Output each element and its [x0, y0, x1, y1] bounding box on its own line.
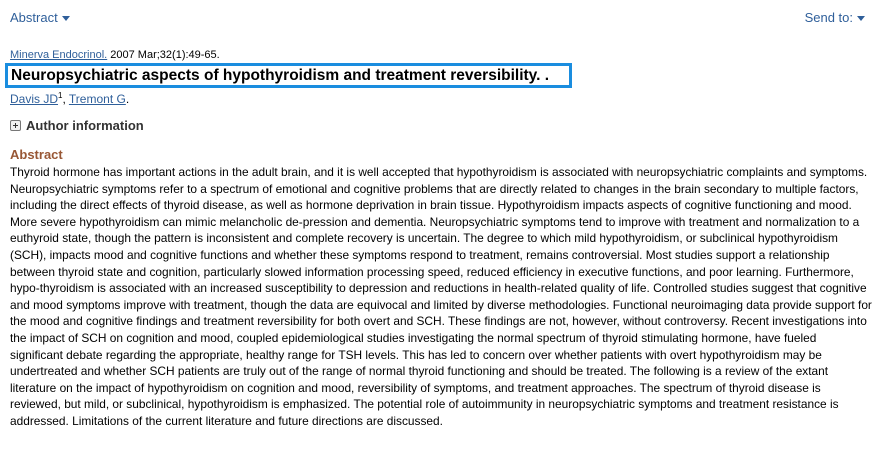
author-information-toggle[interactable]	[10, 118, 144, 133]
send-to-dropdown[interactable]	[805, 10, 865, 25]
affiliation-mark: 1	[58, 91, 63, 100]
citation	[10, 49, 220, 61]
journal-link[interactable]: Minerva Endocrinol.	[10, 49, 108, 61]
format-dropdown-label: Abstract	[10, 10, 58, 25]
abstract-heading: Abstract	[10, 147, 63, 162]
send-to-label: Send to:	[804, 10, 853, 25]
article-title: Neuropsychiatric aspects of hypothyroidism and treatment reversibility. .	[11, 66, 550, 84]
author-link[interactable]: Tremont G	[68, 92, 126, 106]
author-list	[10, 91, 129, 106]
author-separator: ,	[62, 92, 69, 106]
abstract-text: Thyroid hormone has important actions in the adult brain, and it is well accepted that hypothyroidism is associated with neuropsychiatric complaints and symptoms. Neuropsychiatric symptoms refer to a spectrum of emotional and cognitive problems that are directly related to changes in the brain secondary to multiple factors, including the direct effects of thyroid disease, as well as hormone deprivation in brain tissue. Hypothyroidism impacts aspects of cognitive functioning and mood. More severe hypothyroidism can mimic melancholic de-pression and dementia. Neuropsychiatric symptoms tend to improve with treatment and normalization to a euthyroid state, though the pattern is inconsistent and complete recovery is uncertain. The degree to which mild hypothyroidism, or subclinical hypothyroidism (SCH), impacts mood and cognitive functions and whether these symptoms respond to treatment, remains controversial. Most studies support a relationship between thyroid state and cognition, particularly slowed information processing speed, reduced efficiency in executive functions, and poor learning. Furthermore, hypo-thyroidism is associated with an increased susceptibility to depression and reductions in health-related quality of life. Controlled studies suggest that cognitive and mood symptoms improve with treatment, though the data are equivocal and limited by diverse methodologies. Functional neuroimaging data provide support for the mood and cognitive findings and treatment reversibility for both overt and SCH. These findings are not, however, without controversy. Recent investigations into the impact of SCH on cognition and mood, coupled epidemiological studies investigating the normal spectrum of thyroid stimulating hormone, have fueled significant debate regarding the appropriate, healthy range for TSH levels. This has led to concern over whether patients with overt hypothyroidism may be undertreated and whether SCH patients are truly out of the range of normal thyroid functioning and should be treated. The following is a review of the extant literature on the impact of hypothyroidism on cognition and mood, reversibility of symptoms, and treatment approaches. The spectrum of thyroid disease is reviewed, but mild, or subclinical, hypothyroidism is emphasized. The potential role of autoimmunity in neuropsychiatric symptoms and treatment resistance is addressed. Limitations of the current literature and future directions are discussed.	[10, 165, 872, 428]
author-information-label: Author information	[26, 118, 144, 133]
chevron-down-icon	[62, 16, 70, 21]
chevron-down-icon	[857, 16, 865, 21]
format-dropdown[interactable]	[10, 10, 70, 25]
author-list-end: .	[125, 92, 130, 106]
article-title-highlight	[5, 63, 572, 88]
citation-details: 2007 Mar;32(1):49-65.	[107, 49, 220, 61]
author-link[interactable]: Davis JD	[10, 92, 59, 106]
expand-plus-icon	[10, 120, 21, 131]
top-toolbar	[10, 10, 865, 28]
